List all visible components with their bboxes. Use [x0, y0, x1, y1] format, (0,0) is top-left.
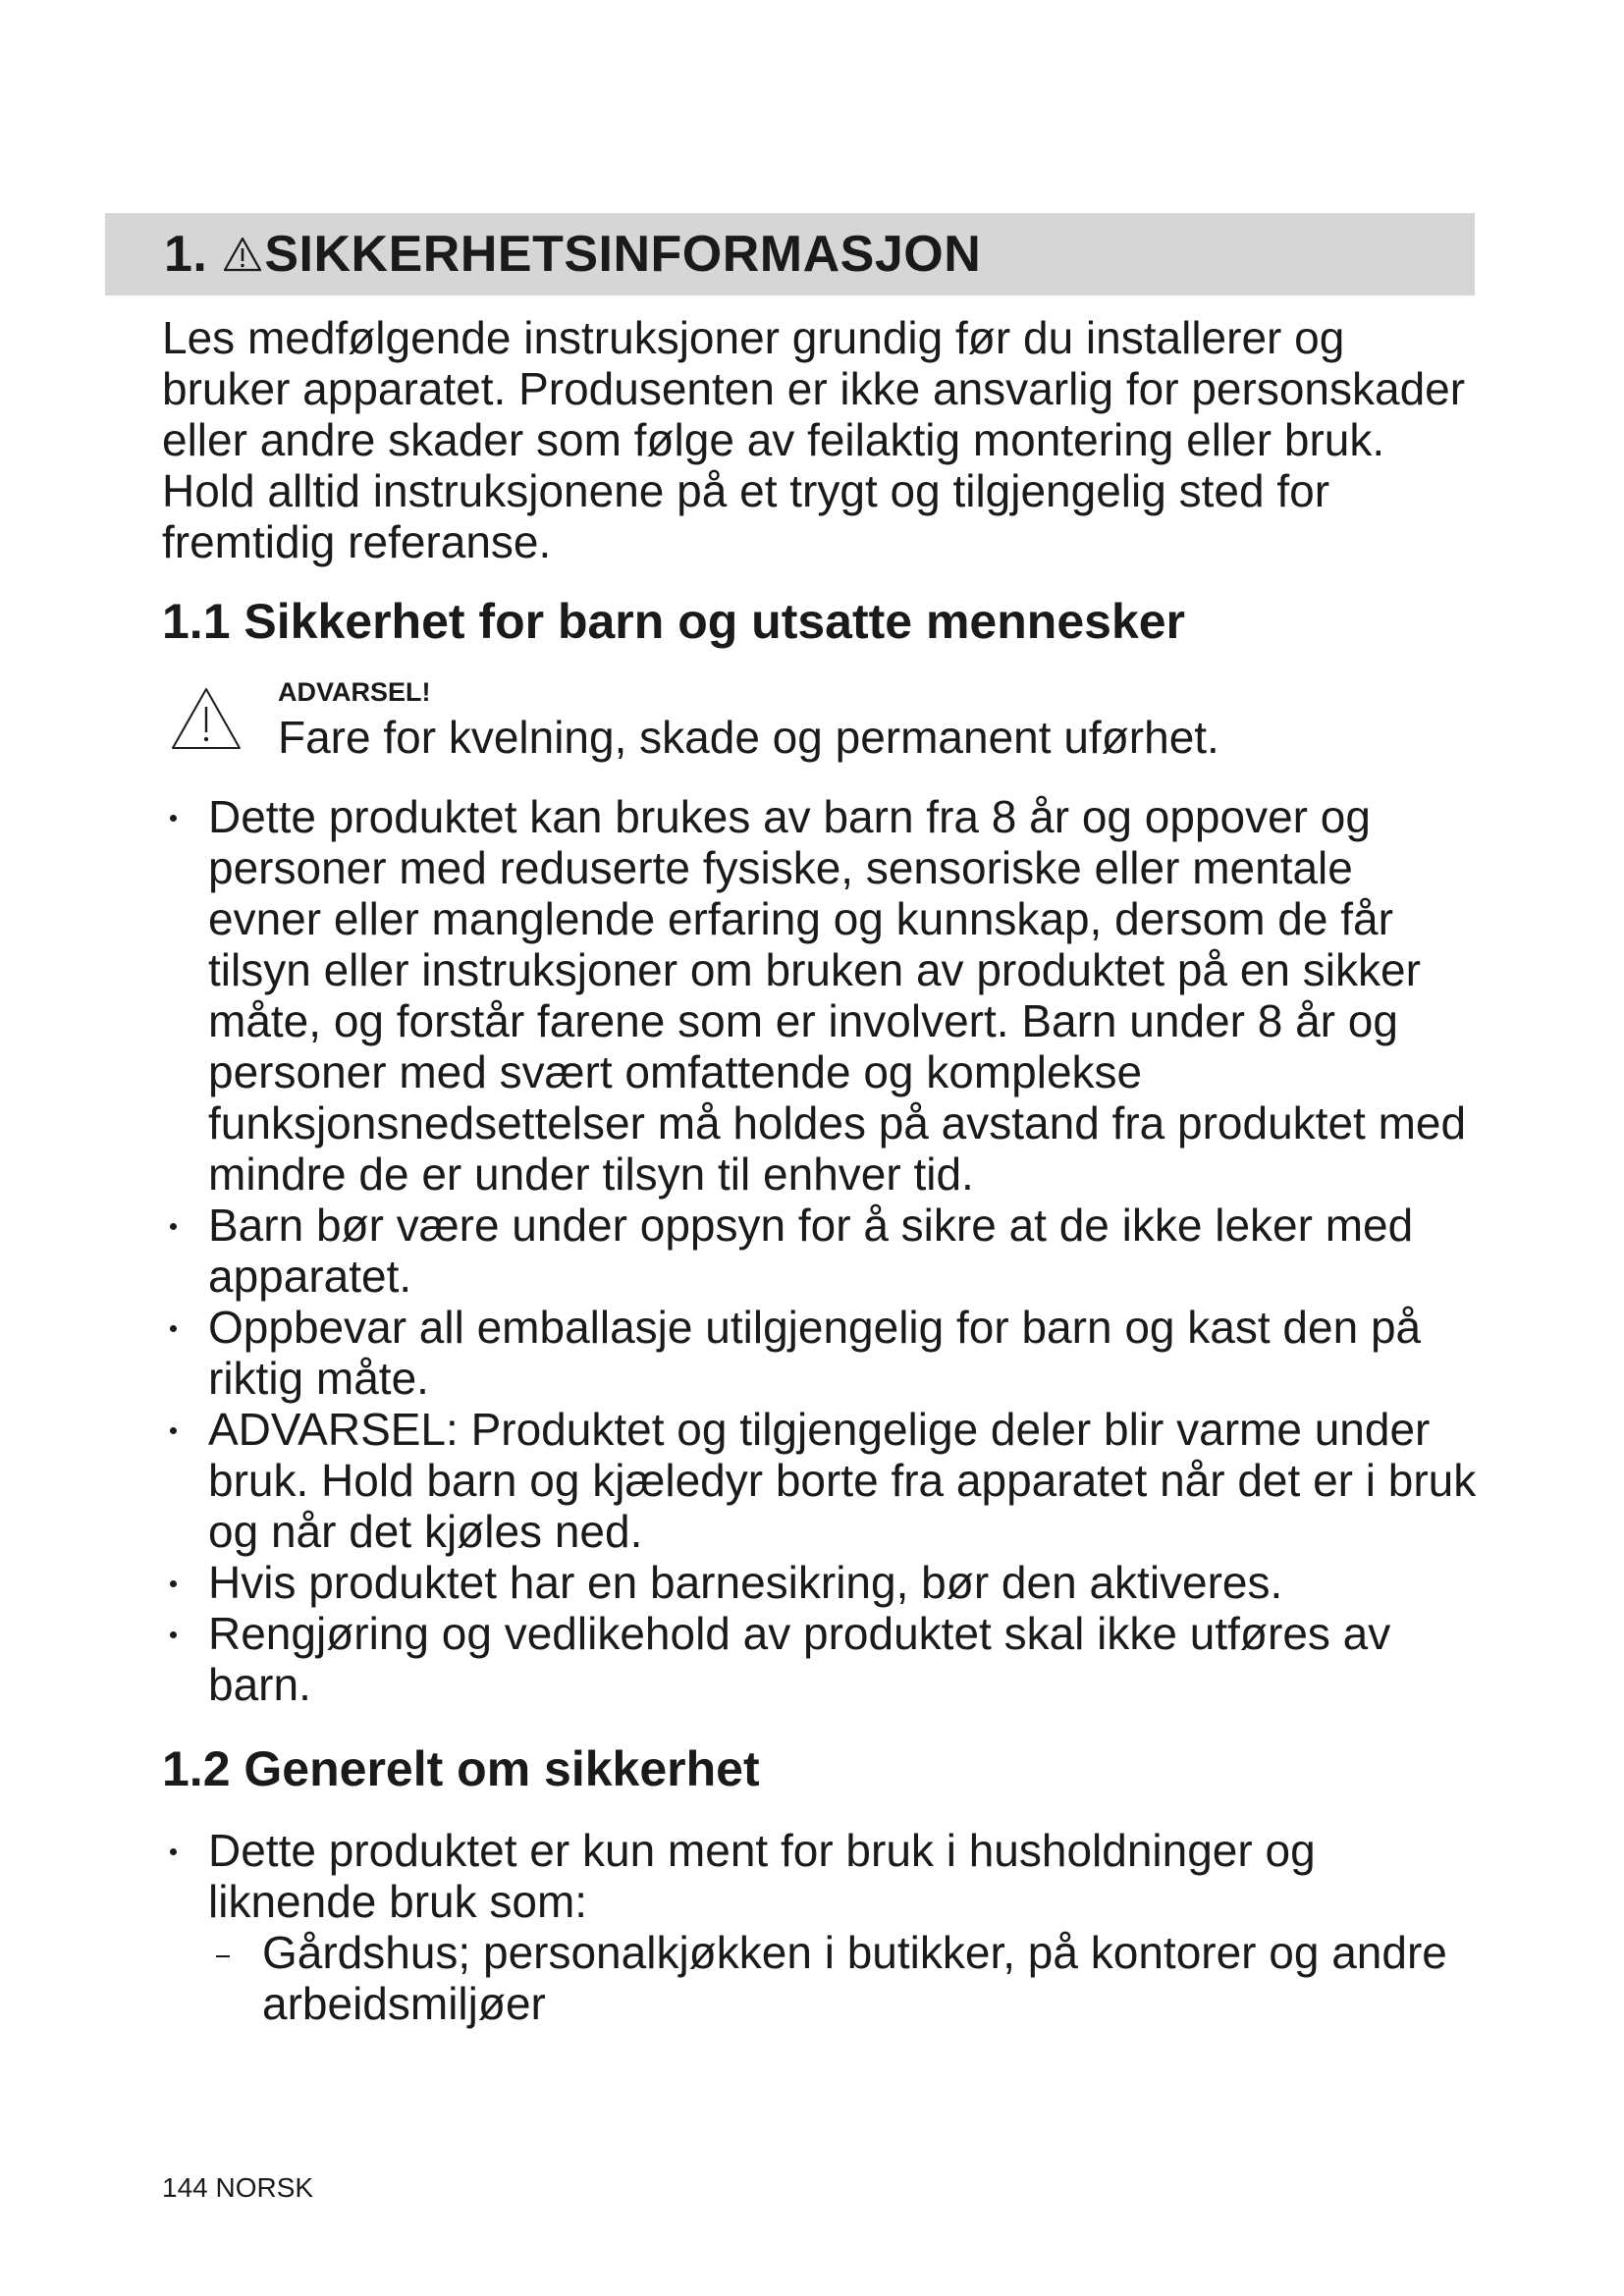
intro-paragraph: Les medfølgende instruksjoner grundig før du installerer og bruker apparatet. Produsenten er ikke ansvarlig for personskader eller andre skader som følge av feilaktig montering eller bruk. Hold alltid instruksjonene på et trygt og tilgjengelig sted for fremtidig referanse. [162, 312, 1466, 567]
subsection-heading-children-safety: 1.1 Sikkerhet for barn og utsatte mennesker [162, 594, 1186, 649]
bullet-icon [170, 1223, 177, 1230]
sub-list-item [208, 1927, 1478, 2029]
list-item-text: ADVARSEL: Produktet og tilgjengelige deler blir varme under bruk. Hold barn og kjæledyr borte fra apparatet når det er i bruk og når det kjøles ned. [208, 1404, 1477, 1557]
sub-list-item-text: Gårdshus; personalkjøkken i butikker, på kontorer og andre arbeidsmiljøer [262, 1927, 1447, 2029]
bullet-icon [170, 1848, 177, 1855]
general-safety-sublist [208, 1927, 1478, 2029]
warning-triangle-icon [223, 236, 262, 273]
warning-label: ADVARSEL! [278, 677, 431, 707]
warning-notice [162, 677, 1468, 775]
general-safety-list [162, 1825, 1478, 2029]
section-title [164, 225, 981, 284]
list-item-text: Hvis produktet har en barnesikring, bør den aktiveres. [208, 1557, 1283, 1608]
list-item-text: Barn bør være under oppsyn for å sikre at de ikke leker med apparatet. [208, 1200, 1414, 1302]
dash-icon [216, 1955, 230, 1957]
list-item-text: Dette produktet kan brukes av barn fra 8 år og oppover og personer med reduserte fysiske, sensoriske eller mentale evner eller manglende erfaring og kunnskap, dersom de får tilsyn eller instruksjoner om bruken av produktet på en sikker måte, og forstår farene som er involvert. Barn under 8 år og personer med svært omfattende og komplekse funksjonsnedsettelser må holdes på avstand fra produktet med mindre de er under tilsyn til enhver tid. [208, 791, 1467, 1200]
list-item-text: Oppbevar all emballasje utilgjengelig for barn og kast den på riktig måte. [208, 1302, 1422, 1404]
list-item [162, 1608, 1478, 1710]
list-item [162, 1200, 1478, 1302]
section-number: 1. [164, 226, 208, 283]
bullet-icon [170, 815, 177, 822]
list-item [162, 1404, 1478, 1557]
list-item [162, 791, 1478, 1200]
page-footer: 144 NORSK [162, 2172, 314, 2203]
warning-text: Fare for kvelning, skade og permanent uførhet. [278, 712, 1219, 763]
list-item-text: Dette produktet er kun ment for bruk i husholdninger og liknende bruk som: [208, 1825, 1316, 1927]
bullet-icon [170, 1427, 177, 1434]
section-header-bar [105, 213, 1475, 295]
list-item [162, 1302, 1478, 1404]
warning-triangle-icon [170, 685, 243, 752]
children-safety-list [162, 791, 1478, 1710]
bullet-icon [170, 1325, 177, 1332]
list-item [162, 1825, 1478, 2029]
subsection-heading-general-safety: 1.2 Generelt om sikkerhet [162, 1741, 760, 1796]
list-item-text: Rengjøring og vedlikehold av produktet skal ikke utføres av barn. [208, 1608, 1391, 1710]
bullet-icon [170, 1580, 177, 1587]
section-title-text: SIKKERHETSINFORMASJON [264, 226, 982, 283]
list-item [162, 1557, 1478, 1608]
bullet-icon [170, 1631, 177, 1638]
